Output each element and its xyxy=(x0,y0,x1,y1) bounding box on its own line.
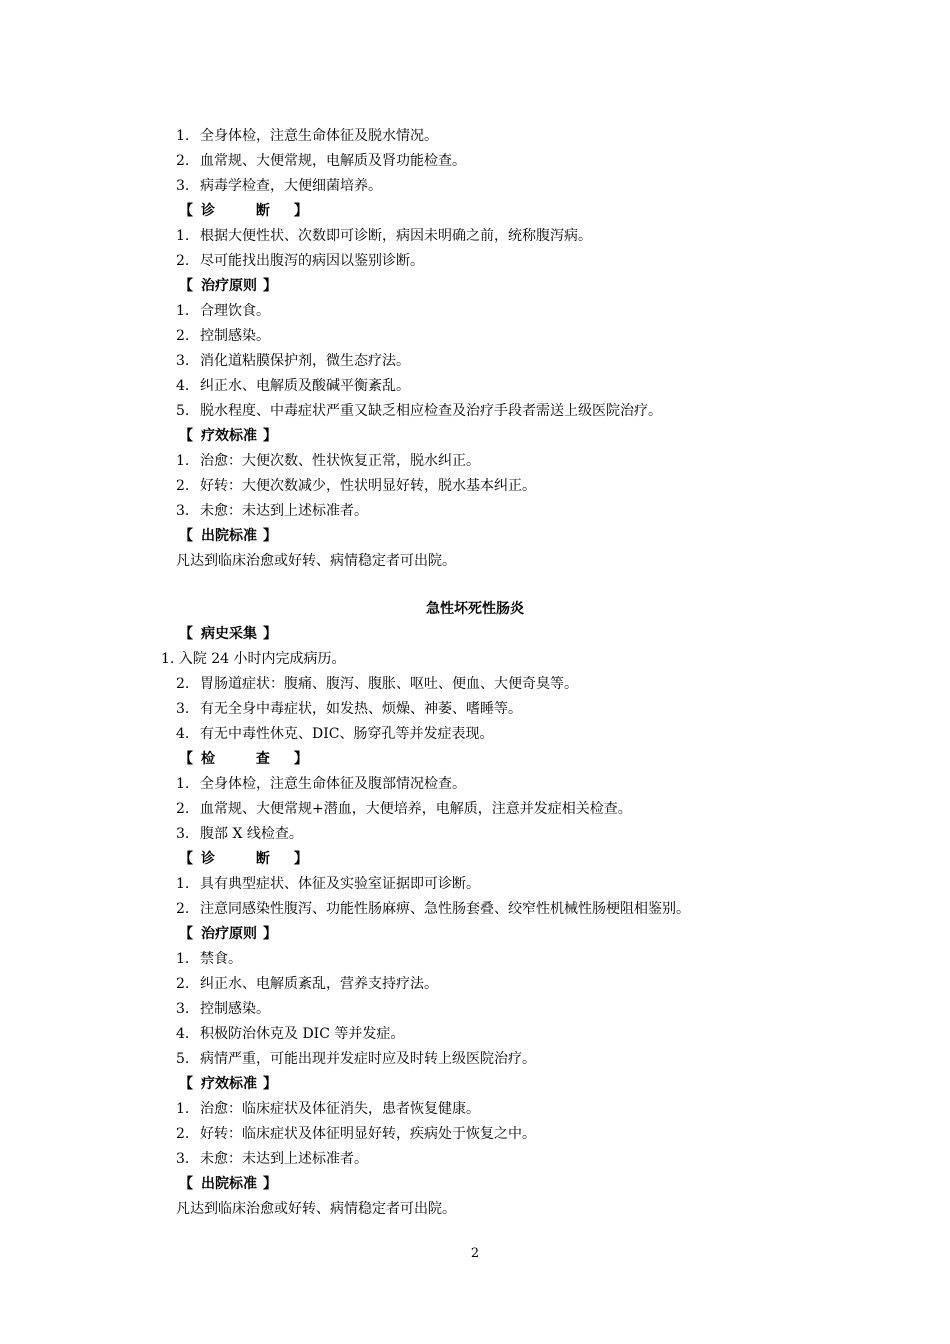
list-item-number: 2. xyxy=(176,901,190,917)
history-list xyxy=(0,672,950,747)
section-title: 急性坏死性肠炎 xyxy=(426,601,524,617)
list-item-number: 3. xyxy=(176,701,190,717)
discharge-text: 凡达到临床治愈或好转、病情稳定者可出院。 xyxy=(176,1201,456,1217)
list-item-text: 治愈：大便次数、性状恢复正常，脱水纠正。 xyxy=(200,453,480,469)
heading-treatment: 【 治疗原则 】 xyxy=(179,278,277,294)
list-item-number: 1. xyxy=(176,1101,190,1117)
list-item-number: 1. xyxy=(176,876,190,892)
list-item xyxy=(0,399,950,424)
heading-discharge: 【 出院标准 】 xyxy=(179,528,277,544)
list-item-number: 3. xyxy=(176,353,190,369)
discharge-text: 凡达到临床治愈或好转、病情稳定者可出院。 xyxy=(176,553,456,569)
exam-list xyxy=(0,124,950,199)
heading-efficacy: 【 疗效标准 】 xyxy=(179,428,277,444)
list-item-text: 合理饮食。 xyxy=(200,303,270,319)
list-item xyxy=(0,872,950,897)
list-item-number: 5. xyxy=(176,1051,190,1067)
list-item xyxy=(0,997,950,1022)
list-item-text: 血常规、大便常规+潜血，大便培养，电解质，注意并发症相关检查。 xyxy=(200,801,632,817)
list-item xyxy=(0,124,950,149)
list-item xyxy=(0,149,950,174)
list-item-text: 病毒学检查，大便细菌培养。 xyxy=(200,178,382,194)
efficacy-list xyxy=(0,1097,950,1172)
list-item-number: 1. xyxy=(176,303,190,319)
list-item-text: 好转：大便次数减少，性状明显好转，脱水基本纠正。 xyxy=(200,478,536,494)
heading-diagnosis: 【 诊 断 】 xyxy=(179,203,308,219)
heading-efficacy: 【 疗效标准 】 xyxy=(179,1076,277,1092)
section-1 xyxy=(0,124,950,574)
list-item xyxy=(0,324,950,349)
list-item-text: 控制感染。 xyxy=(200,1001,270,1017)
list-item xyxy=(0,1147,950,1172)
list-item xyxy=(0,972,950,997)
list-item xyxy=(0,697,950,722)
list-item-text: 禁食。 xyxy=(200,951,242,967)
history-first-item: 1. 入院 24 小时内完成病历。 xyxy=(161,651,346,667)
list-item xyxy=(0,822,950,847)
list-item-number: 2. xyxy=(176,676,190,692)
list-item xyxy=(0,449,950,474)
list-item-number: 3. xyxy=(176,1151,190,1167)
list-item-text: 纠正水、电解质紊乱，营养支持疗法。 xyxy=(200,976,438,992)
list-item-number: 4. xyxy=(176,726,190,742)
page-number: 2 xyxy=(470,1246,480,1261)
efficacy-list xyxy=(0,449,950,524)
heading-discharge: 【 出院标准 】 xyxy=(179,1176,277,1192)
diagnosis-list xyxy=(0,872,950,922)
heading-treatment: 【 治疗原则 】 xyxy=(179,926,277,942)
list-item xyxy=(0,1022,950,1047)
list-item-text: 具有典型症状、体征及实验室证据即可诊断。 xyxy=(200,876,480,892)
list-item-text: 胃肠道症状：腹痛、腹泻、腹胀、呕吐、便血、大便奇臭等。 xyxy=(200,676,578,692)
heading-history: 【 病史采集 】 xyxy=(179,626,277,642)
list-item-text: 未愈：未达到上述标准者。 xyxy=(200,1151,368,1167)
list-item xyxy=(0,374,950,399)
list-item-text: 有无全身中毒症状，如发热、烦燥、神萎、嗜睡等。 xyxy=(200,701,522,717)
list-item-number: 2. xyxy=(176,328,190,344)
diagnosis-list xyxy=(0,224,950,274)
list-item xyxy=(0,474,950,499)
list-item-text: 控制感染。 xyxy=(200,328,270,344)
list-item-number: 5. xyxy=(176,403,190,419)
list-item xyxy=(0,772,950,797)
list-item-number: 1. xyxy=(176,776,190,792)
list-item-number: 3. xyxy=(176,503,190,519)
list-item xyxy=(0,349,950,374)
list-item-number: 3. xyxy=(176,1001,190,1017)
list-item xyxy=(0,672,950,697)
list-item-text: 好转：临床症状及体征明显好转，疾病处于恢复之中。 xyxy=(200,1126,536,1142)
list-item-number: 2. xyxy=(176,253,190,269)
list-item xyxy=(0,249,950,274)
list-item xyxy=(0,1047,950,1072)
list-item xyxy=(0,947,950,972)
list-item-text: 脱水程度、中毒症状严重又缺乏相应检查及治疗手段者需送上级医院治疗。 xyxy=(200,403,662,419)
list-item xyxy=(0,499,950,524)
list-item-text: 血常规、大便常规，电解质及肾功能检查。 xyxy=(200,153,466,169)
list-item-number: 1. xyxy=(176,228,190,244)
exam-list xyxy=(0,772,950,847)
list-item xyxy=(0,224,950,249)
list-item-text: 积极防治休克及 DIC 等并发症。 xyxy=(200,1026,405,1042)
list-item-text: 尽可能找出腹泻的病因以鉴别诊断。 xyxy=(200,253,424,269)
list-item-text: 病情严重，可能出现并发症时应及时转上级医院治疗。 xyxy=(200,1051,536,1067)
list-item xyxy=(0,174,950,199)
list-item xyxy=(0,797,950,822)
list-item-text: 根据大便性状、次数即可诊断，病因未明确之前，统称腹泻病。 xyxy=(200,228,592,244)
list-item-number: 1. xyxy=(176,453,190,469)
list-item-number: 4. xyxy=(176,378,190,394)
treatment-list xyxy=(0,299,950,424)
list-item-number: 2. xyxy=(176,801,190,817)
section-2 xyxy=(0,597,950,1222)
list-item-text: 全身体检，注意生命体征及腹部情况检查。 xyxy=(200,776,466,792)
heading-diagnosis: 【 诊 断 】 xyxy=(179,851,308,867)
list-item-text: 全身体检，注意生命体征及脱水情况。 xyxy=(200,128,438,144)
list-item-number: 1. xyxy=(176,951,190,967)
list-item xyxy=(0,722,950,747)
list-item-number: 2. xyxy=(176,153,190,169)
list-item-text: 有无中毒性休克、DIC、肠穿孔等并发症表现。 xyxy=(200,726,494,742)
list-item-text: 腹部 X 线检查。 xyxy=(200,826,303,842)
list-item-number: 4. xyxy=(176,1026,190,1042)
list-item-number: 2. xyxy=(176,478,190,494)
list-item-text: 消化道粘膜保护剂，微生态疗法。 xyxy=(200,353,410,369)
list-item xyxy=(0,1122,950,1147)
list-item-text: 纠正水、电解质及酸碱平衡紊乱。 xyxy=(200,378,410,394)
treatment-list xyxy=(0,947,950,1072)
heading-exam: 【 检 查 】 xyxy=(179,751,308,767)
list-item-number: 2. xyxy=(176,1126,190,1142)
list-item-text: 治愈：临床症状及体征消失，患者恢复健康。 xyxy=(200,1101,480,1117)
list-item xyxy=(0,1097,950,1122)
list-item-number: 2. xyxy=(176,976,190,992)
list-item-number: 1. xyxy=(176,128,190,144)
list-item xyxy=(0,299,950,324)
list-item-text: 注意同感染性腹泻、功能性肠麻痹、急性肠套叠、绞窄性机械性肠梗阻相鉴别。 xyxy=(200,901,690,917)
list-item-text: 未愈：未达到上述标准者。 xyxy=(200,503,368,519)
list-item xyxy=(0,897,950,922)
list-item-number: 3. xyxy=(176,178,190,194)
list-item-number: 3. xyxy=(176,826,190,842)
